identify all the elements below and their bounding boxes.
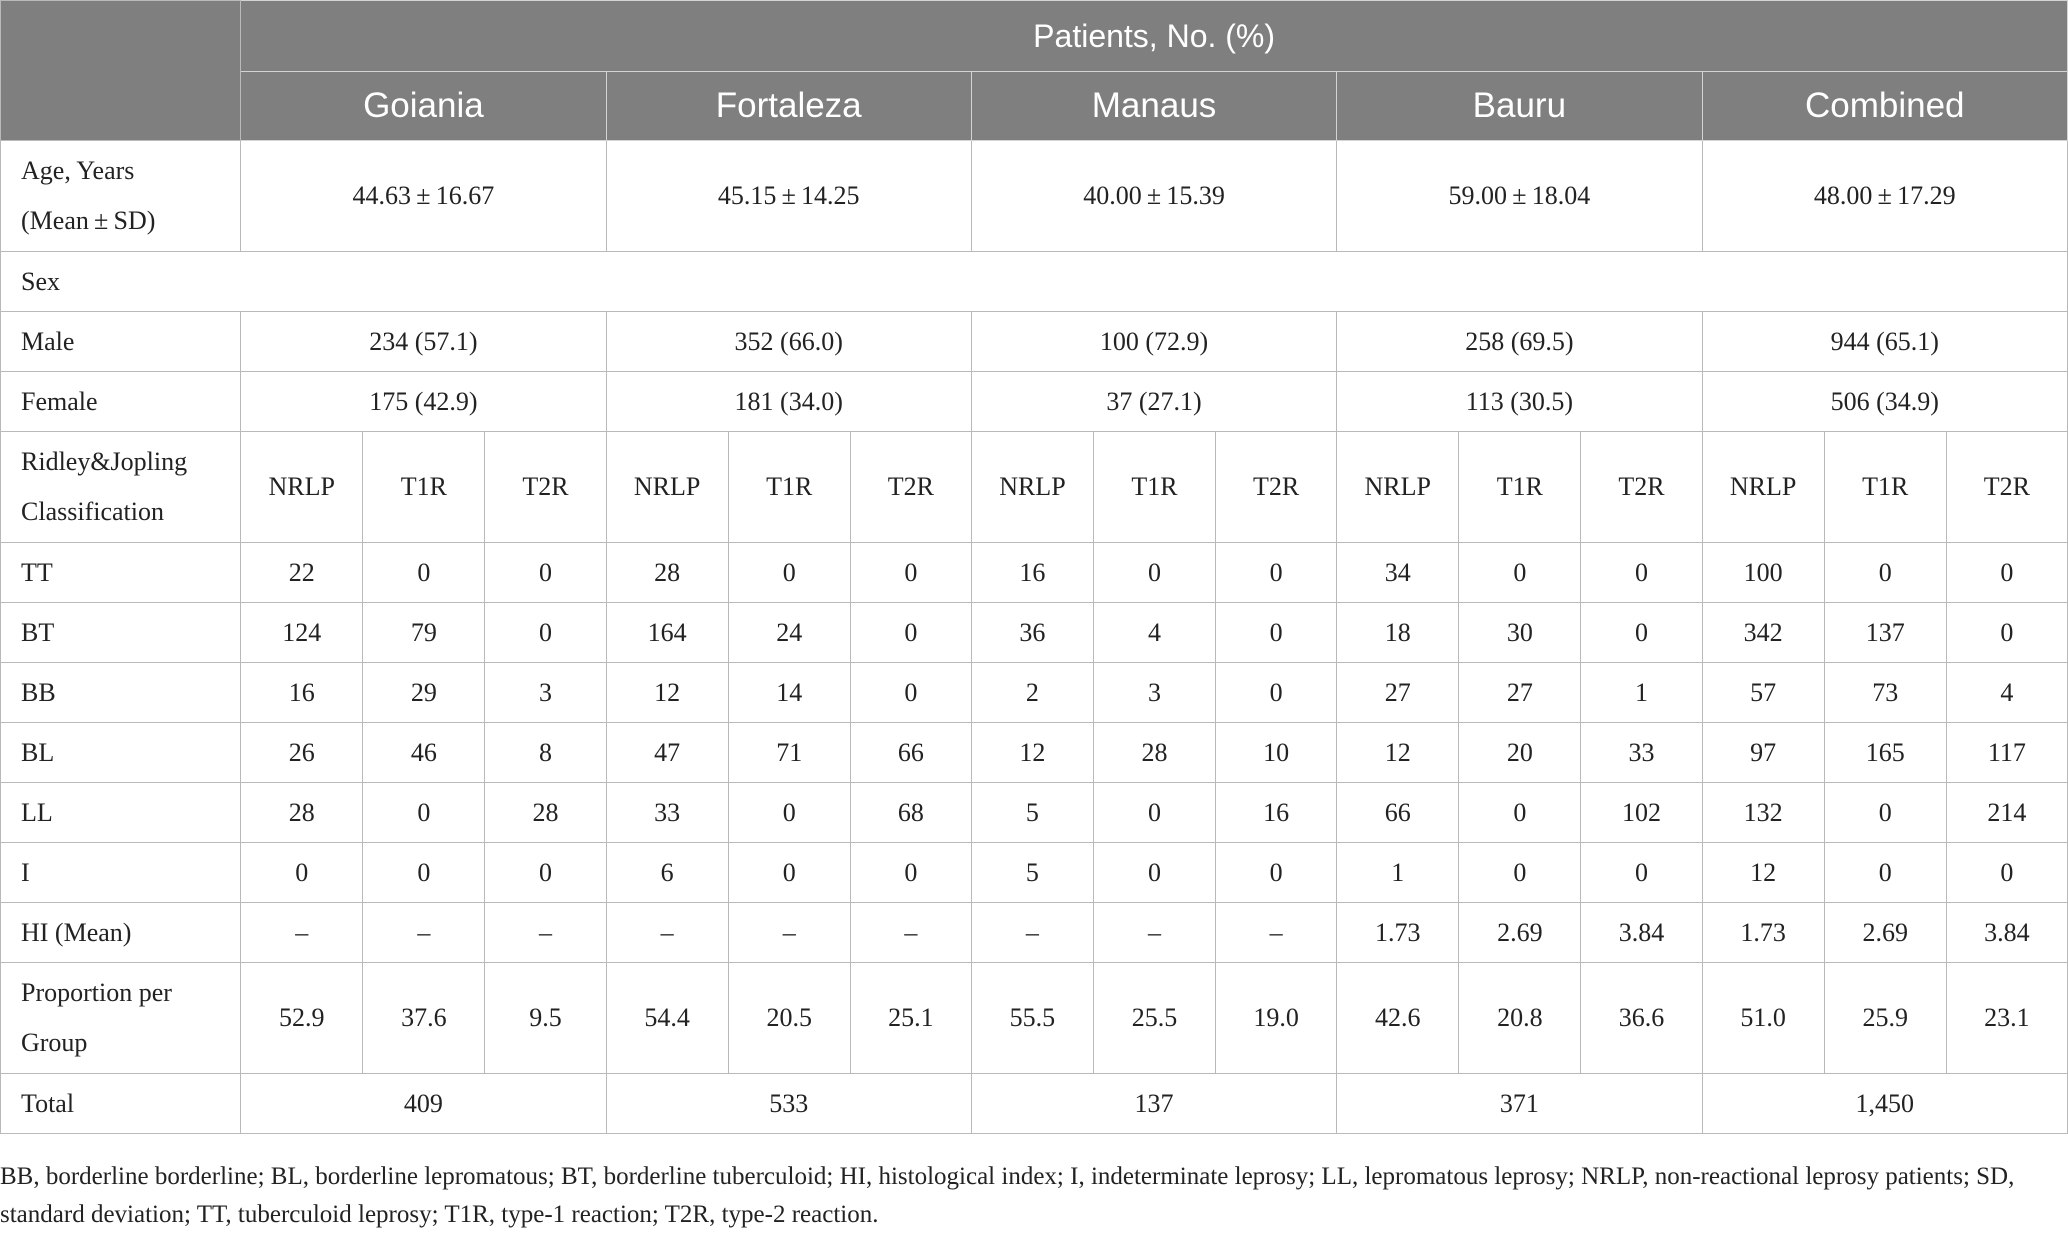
- data-cell: 124: [241, 603, 363, 663]
- data-cell: 16: [971, 543, 1093, 603]
- data-cell: 506 (34.9): [1702, 372, 2067, 432]
- data-cell: 0: [1459, 783, 1581, 843]
- row-label: BL: [1, 723, 241, 783]
- data-cell: 0: [363, 543, 485, 603]
- data-cell: 26: [241, 723, 363, 783]
- subheader-cell: NRLP: [971, 432, 1093, 543]
- data-cell: 16: [1216, 783, 1337, 843]
- data-cell: 29: [363, 663, 485, 723]
- data-cell: 0: [1093, 783, 1215, 843]
- data-cell: 79: [363, 603, 485, 663]
- data-cell: 8: [485, 723, 606, 783]
- age-cell: 40.00 ± 15.39: [971, 141, 1336, 252]
- data-cell: 1: [1337, 843, 1459, 903]
- data-cell: 20.8: [1459, 963, 1581, 1074]
- total-cell: 1,450: [1702, 1074, 2067, 1134]
- data-cell: 0: [728, 543, 850, 603]
- data-cell: 165: [1824, 723, 1946, 783]
- data-cell: 5: [971, 843, 1093, 903]
- row-label: TT: [1, 543, 241, 603]
- data-cell: 33: [606, 783, 728, 843]
- data-cell: 52.9: [241, 963, 363, 1074]
- total-cell: 409: [241, 1074, 606, 1134]
- data-cell: 0: [1824, 783, 1946, 843]
- data-cell: 12: [1702, 843, 1824, 903]
- row-label: LL: [1, 783, 241, 843]
- data-cell: 0: [1581, 603, 1702, 663]
- data-cell: 4: [1946, 663, 2067, 723]
- city-header-combined: Combined: [1702, 72, 2067, 141]
- data-cell: 47: [606, 723, 728, 783]
- subheader-cell: T1R: [1824, 432, 1946, 543]
- classification-row: [1, 603, 2068, 663]
- data-cell: 0: [850, 603, 971, 663]
- data-cell: 46: [363, 723, 485, 783]
- data-cell: –: [971, 903, 1093, 963]
- data-cell: –: [1093, 903, 1215, 963]
- sex-row: [1, 372, 2068, 432]
- row-label: I: [1, 843, 241, 903]
- data-cell: 234 (57.1): [241, 312, 606, 372]
- data-cell: 0: [1216, 843, 1337, 903]
- data-cell: 0: [485, 543, 606, 603]
- data-cell: 102: [1581, 783, 1702, 843]
- data-cell: 51.0: [1702, 963, 1824, 1074]
- classification-row: [1, 663, 2068, 723]
- data-cell: 14: [728, 663, 850, 723]
- data-cell: 1.73: [1702, 903, 1824, 963]
- total-cell: 533: [606, 1074, 971, 1134]
- data-cell: 132: [1702, 783, 1824, 843]
- subheader-cell: T1R: [1459, 432, 1581, 543]
- data-cell: 3: [485, 663, 606, 723]
- data-cell: 0: [1824, 843, 1946, 903]
- data-cell: 12: [1337, 723, 1459, 783]
- data-cell: 100 (72.9): [971, 312, 1336, 372]
- sex-row: [1, 312, 2068, 372]
- data-cell: 16: [241, 663, 363, 723]
- data-cell: –: [363, 903, 485, 963]
- age-label: Age, Years (Mean ± SD): [1, 141, 241, 252]
- data-cell: 944 (65.1): [1702, 312, 2067, 372]
- total-cell: 137: [971, 1074, 1336, 1134]
- data-cell: 37.6: [363, 963, 485, 1074]
- data-cell: 19.0: [1216, 963, 1337, 1074]
- data-cell: 0: [850, 663, 971, 723]
- data-cell: 36.6: [1581, 963, 1702, 1074]
- subheader-cell: T2R: [850, 432, 971, 543]
- data-cell: 2: [971, 663, 1093, 723]
- data-cell: 54.4: [606, 963, 728, 1074]
- data-cell: 181 (34.0): [606, 372, 971, 432]
- age-cell: 45.15 ± 14.25: [606, 141, 971, 252]
- subheader-cell: T1R: [363, 432, 485, 543]
- data-cell: 0: [1093, 543, 1215, 603]
- row-label: Total: [1, 1074, 241, 1134]
- subheader-cell: T2R: [1946, 432, 2067, 543]
- data-cell: 28: [241, 783, 363, 843]
- data-cell: 0: [1581, 843, 1702, 903]
- data-cell: 68: [850, 783, 971, 843]
- data-cell: 10: [1216, 723, 1337, 783]
- data-cell: 33: [1581, 723, 1702, 783]
- total-row: [1, 1074, 2068, 1134]
- city-header-goiania: Goiania: [241, 72, 606, 141]
- data-cell: 2.69: [1824, 903, 1946, 963]
- data-cell: 0: [1093, 843, 1215, 903]
- data-cell: 66: [850, 723, 971, 783]
- data-cell: 28: [606, 543, 728, 603]
- data-cell: 0: [1216, 603, 1337, 663]
- city-header-manaus: Manaus: [971, 72, 1336, 141]
- group-header: Patients, No. (%): [241, 1, 2068, 72]
- data-cell: –: [1216, 903, 1337, 963]
- row-label: BT: [1, 603, 241, 663]
- data-cell: 24: [728, 603, 850, 663]
- sex-label: Sex: [1, 252, 2068, 312]
- data-cell: 1: [1581, 663, 1702, 723]
- data-cell: 342: [1702, 603, 1824, 663]
- data-cell: 20.5: [728, 963, 850, 1074]
- classification-row: [1, 723, 2068, 783]
- data-cell: 0: [241, 843, 363, 903]
- data-cell: 55.5: [971, 963, 1093, 1074]
- subheader-cell: NRLP: [241, 432, 363, 543]
- data-cell: 0: [485, 603, 606, 663]
- data-cell: 3: [1093, 663, 1215, 723]
- subheader-cell: T1R: [728, 432, 850, 543]
- data-cell: 0: [728, 843, 850, 903]
- data-cell: 100: [1702, 543, 1824, 603]
- data-cell: 0: [1216, 663, 1337, 723]
- data-cell: –: [485, 903, 606, 963]
- data-cell: 28: [1093, 723, 1215, 783]
- data-cell: 3.84: [1946, 903, 2067, 963]
- row-label: Female: [1, 372, 241, 432]
- age-cell: 48.00 ± 17.29: [1702, 141, 2067, 252]
- data-cell: 36: [971, 603, 1093, 663]
- data-cell: 0: [728, 783, 850, 843]
- data-cell: –: [850, 903, 971, 963]
- data-cell: 25.1: [850, 963, 971, 1074]
- data-cell: 4: [1093, 603, 1215, 663]
- subheader-cell: T2R: [1216, 432, 1337, 543]
- city-header-fortaleza: Fortaleza: [606, 72, 971, 141]
- subheader-cell: NRLP: [606, 432, 728, 543]
- row-label: Male: [1, 312, 241, 372]
- classification-label: Ridley&Jopling Classification: [1, 432, 241, 543]
- data-cell: 71: [728, 723, 850, 783]
- data-cell: 57: [1702, 663, 1824, 723]
- data-cell: 22: [241, 543, 363, 603]
- data-cell: 37 (27.1): [971, 372, 1336, 432]
- subheader-cell: T2R: [485, 432, 606, 543]
- data-cell: 0: [363, 783, 485, 843]
- data-cell: 27: [1337, 663, 1459, 723]
- subheader-cell: NRLP: [1702, 432, 1824, 543]
- data-cell: 352 (66.0): [606, 312, 971, 372]
- row-label: HI (Mean): [1, 903, 241, 963]
- data-cell: 113 (30.5): [1337, 372, 1702, 432]
- data-cell: 2.69: [1459, 903, 1581, 963]
- data-cell: –: [606, 903, 728, 963]
- data-cell: 42.6: [1337, 963, 1459, 1074]
- data-cell: 0: [1946, 543, 2067, 603]
- data-cell: 0: [1459, 843, 1581, 903]
- data-cell: 164: [606, 603, 728, 663]
- subheader-cell: T1R: [1093, 432, 1215, 543]
- table-footnote: BB, borderline borderline; BL, borderline lepromatous; BT, borderline tuberculoid; HI, histological index; I, indeterminate leprosy; LL, lepromatous leprosy; NRLP, non-reactional leprosy patients; SD, standard deviation; TT, tuberculoid leprosy; T1R, type-1 reaction; T2R, type-2 reaction.: [0, 1163, 2015, 1228]
- total-cell: 371: [1337, 1074, 1702, 1134]
- data-cell: –: [728, 903, 850, 963]
- data-cell: 9.5: [485, 963, 606, 1074]
- data-cell: 0: [485, 843, 606, 903]
- data-cell: 5: [971, 783, 1093, 843]
- city-header-bauru: Bauru: [1337, 72, 1702, 141]
- classification-row: [1, 543, 2068, 603]
- data-cell: 97: [1702, 723, 1824, 783]
- data-cell: 0: [850, 843, 971, 903]
- data-cell: 1.73: [1337, 903, 1459, 963]
- subheader-cell: T2R: [1581, 432, 1702, 543]
- data-cell: 175 (42.9): [241, 372, 606, 432]
- classification-row: [1, 903, 2068, 963]
- data-cell: 0: [1459, 543, 1581, 603]
- row-label: BB: [1, 663, 241, 723]
- data-cell: 3.84: [1581, 903, 1702, 963]
- data-cell: 214: [1946, 783, 2067, 843]
- data-cell: 27: [1459, 663, 1581, 723]
- data-cell: 12: [606, 663, 728, 723]
- data-cell: 0: [1946, 843, 2067, 903]
- sex-section-row: [1, 252, 2068, 312]
- data-cell: 0: [1216, 543, 1337, 603]
- classification-row: [1, 963, 2068, 1074]
- data-cell: 117: [1946, 723, 2067, 783]
- data-cell: 12: [971, 723, 1093, 783]
- row-label: Proportion per Group: [1, 963, 241, 1074]
- data-cell: 20: [1459, 723, 1581, 783]
- data-cell: 0: [1581, 543, 1702, 603]
- data-cell: 73: [1824, 663, 1946, 723]
- data-cell: 25.5: [1093, 963, 1215, 1074]
- data-cell: 25.9: [1824, 963, 1946, 1074]
- data-cell: 30: [1459, 603, 1581, 663]
- subheader-cell: NRLP: [1337, 432, 1459, 543]
- age-cell: 59.00 ± 18.04: [1337, 141, 1702, 252]
- data-cell: 0: [363, 843, 485, 903]
- data-cell: 258 (69.5): [1337, 312, 1702, 372]
- data-cell: 6: [606, 843, 728, 903]
- data-cell: 0: [1824, 543, 1946, 603]
- data-cell: 137: [1824, 603, 1946, 663]
- data-cell: 0: [1946, 603, 2067, 663]
- classification-header-row: [1, 432, 2068, 543]
- data-cell: 66: [1337, 783, 1459, 843]
- data-cell: –: [241, 903, 363, 963]
- data-cell: 34: [1337, 543, 1459, 603]
- classification-row: [1, 783, 2068, 843]
- data-cell: 28: [485, 783, 606, 843]
- corner-cell: [1, 1, 241, 141]
- classification-row: [1, 843, 2068, 903]
- data-cell: 0: [850, 543, 971, 603]
- data-cell: 23.1: [1946, 963, 2067, 1074]
- age-row: [1, 141, 2068, 252]
- age-cell: 44.63 ± 16.67: [241, 141, 606, 252]
- data-cell: 18: [1337, 603, 1459, 663]
